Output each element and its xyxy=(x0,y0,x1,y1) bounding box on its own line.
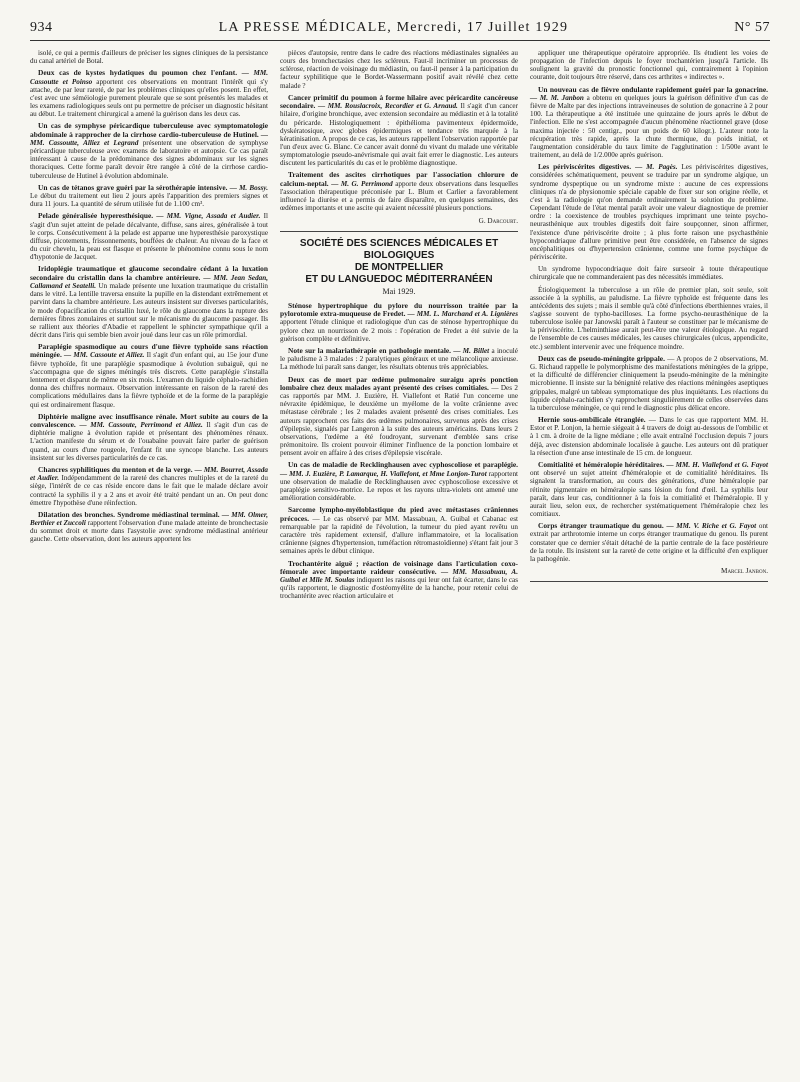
article-text: Il s'agit d'un cas de diphtérie maligne à évolution rapide et présentant des phénomènes rénaux. L'action manifeste du sérum et de l'ouabaïne pouvait faire parler de guérison quand, au cours d'une rougeole, l'enfant fit une syncope blanche. Les auteurs insistent sur les diverses particularités de ce cas. xyxy=(30,420,268,462)
article xyxy=(30,49,268,65)
article-text: appliquer une thérapeutique opératoire appropriée. Ils étudient les voies de propagation de l'infection depuis le foyer trochantérien jusqu'à l'article. Ils soulignent la gravité du pronostic fonctionnel qui, contrairement à l'opinion courante, doit toujours être réservé, dans ces arthrites « indirectes ». xyxy=(530,49,768,82)
article-title: Corps étranger traumatique du genou. xyxy=(538,521,664,531)
article-title: Un cas de symphyse péricardique tuberculeuse avec symptomatologie abdominale à rapprocher de la cirrhose cardio-tuberculeuse de Hutinel. xyxy=(30,121,268,139)
article-title: Un cas de tétanos grave guéri par la sérothérapie intensive. xyxy=(38,182,228,192)
article-paragraph xyxy=(530,522,768,563)
article-text: — A propos de 2 observations, M. G. Richaud rappelle le polymorphisme des manifestations méningées de la grippe, et la difficulté de différencier cliniquement la pseudo-méningite de la méningite microbienne. Il insiste sur la bénignité relative des réactions méningées aseptiques grippales, malgré un tableau symptomatique des plus inquiétants. Les réactions du liquide céphalo-rachidien s'y rapprochent singulièrement de celles observées dans la tuberculose méningée, ce qui rend le diagnostic plus délicat encore. xyxy=(530,354,768,412)
article xyxy=(30,343,268,409)
article-paragraph xyxy=(280,461,518,502)
column-middle xyxy=(280,49,518,605)
article-text: a inoculé le paludisme à 3 malades : 2 paralytiques généraux et une mélancolique anxieuse. La méthode lui paraît sans danger, les résultats obtenus très appréciables. xyxy=(280,346,518,372)
article-paragraph xyxy=(30,184,268,209)
article xyxy=(530,461,768,518)
article-title: Chancres syphilitiques du menton et de la verge. xyxy=(38,464,193,474)
article-text: isolé, ce qui a permis d'ailleurs de préciser les signes cliniques de la persistance du canal artériel de Botal. xyxy=(30,49,268,66)
article-title: Deux cas de mort par œdème pulmonaire suraigu après ponction lombaire chez deux malades ayant présenté des crises comitiales. xyxy=(280,374,518,392)
article-columns xyxy=(30,49,770,605)
article-title: Trochantérite aiguë ; réaction de voisinage dans l'articulation coxo-fémorale avec importante raideur consécutive. xyxy=(280,558,518,576)
article-paragraph xyxy=(530,286,768,351)
article-authors: — MM. L. Marchand et A. Lignières xyxy=(407,310,518,319)
article-paragraph xyxy=(30,413,268,462)
article-authors: — M. Pagès. xyxy=(635,163,678,172)
article-text: Les périviscérites digestives, considérées schématiquement, peuvent se traduire par un syndrome algique, un syndrome dyspeptique ou un syndrome mixte : aucune de ces expressions cliniques n'a de physionomie spéciale capable de fixer sur son origine réelle, et c'est à la radiologie qu'on demande ordinairement la solution du problème. Cependant l'étude de l'état mental paraît avoir une valeur diagnostique de premier ordre : la coexistence de troubles psychiques imprimant une teinte psycho-neurasthénique aux troubles digestifs doit faire soupçonner, sinon affirmer, l'existence d'une périviscérite droite ; à plus forte raison une psychasthénie hypocondriaque d'allure primitive peut être considérée, en l'absence de signes encéphalitiques ou d'hypertension crânienne, comme une forme psychique de périviscérite. xyxy=(530,163,768,262)
article-title: Dilatation des bronches. Syndrome médiastinal terminal. xyxy=(38,509,220,519)
article xyxy=(30,184,268,209)
article-text: — Le cas observé par MM. Massabuau, A. Guibal et Cabanac est remarquable par la rapidité de l'évolution, la tumeur du pied ayant revêtu un caractère très rapidement extensif, d'allure inflammatoire, et la localisation crânienne (signes d'hypertension, tuméfaction rétromastoïdienne) s'étant fait jour 3 semaines après le début clinique. xyxy=(280,514,518,556)
article xyxy=(30,122,268,179)
article-title: Pelade généralisée hyperesthésique. xyxy=(38,211,154,221)
article xyxy=(530,522,768,563)
article xyxy=(30,511,268,544)
article xyxy=(280,94,518,168)
article-authors: — M. M. Janbon xyxy=(530,93,584,102)
article-authors: — MM. Cassoute, Perrimond et Alliez. xyxy=(79,420,203,429)
article-text: apportent l'étude clinique et radiologique d'un cas de sténose hypertrophique du pylore chez un nourrisson de 2 mois : l'opération de Fredet a été suivie de la guérison complète et définitive. xyxy=(280,318,518,343)
article-text: — Des 2 cas rapportés par MM. J. Euzière, H. Viallefont et Ratié l'un concerne une névraxite épidémique, le deuxième un myélome de la voûte crânienne avec métastase cérébrale ; les 2 malades avaient présenté des crises comitiales. Les auteurs rapprochent ces faits des œdèmes pulmonaires, survenus après des crises d'épilepsie, signalés par Langeron à la suite des auteurs américains. Dans leurs 2 observations, l'œdème a été foudroyant, survenant d'emblée sans crise prémonitoire. Ils croient pouvoir éliminer l'influence de la ponction lombaire et pensent avoir en affaire à des crises d'épilepsie viscérale. xyxy=(280,383,518,458)
article-title: Un cas de maladie de Recklinghausen avec cyphoscoliose et paraplégie. xyxy=(288,460,518,470)
article xyxy=(280,302,518,343)
article-text: a obtenu en quelques jours la guérison définitive d'un cas de fièvre de Malte par des injections intraveineuses de solution de gonacrine à 2 pour 100. La thérapeutique a été instituée une quinzaine de jours après le début de l'infection. Elle ne s'est accompagnée d'aucun phénomène réactionnel grave (dose maxima injectée : 50 centigr., pour un poids de 60 kilogr.). L'auteur note la récupération très rapide, après la chute thermique, du poids initial, et l'augmentation considérable du taux limite de l'agglutination : 1/500e avant le traitement, au delà de 1/2.000e après guérison. xyxy=(530,93,768,160)
article xyxy=(530,49,768,82)
article-authors: — MM. Bourret, Assada et Audier. xyxy=(30,465,269,483)
article-title: Deux cas de pseudo-méningite grippale. xyxy=(538,353,665,363)
article-authors: — MM. Vigne, Assada et Audier. xyxy=(156,212,261,221)
section-divider xyxy=(280,231,518,232)
article-paragraph xyxy=(30,343,268,409)
article-text: indiquent les raisons qui leur ont fait écarter, dans le cas qu'ils rapportent, le diagnostic d'ostéomyélite de la hanche, pour retenir celui de trochantérite avec réaction articulaire et xyxy=(280,576,519,601)
article-text: Il s'agit d'un cancer hilaire, d'origine bronchique, avec extension secondaire au médiastin et à la totalité du péricarde. Histologiquement : épithélioma pavimenteux épidermoïde, dyskératosique, avec globes épidermiques et tendance très marquée à la kératinisation. A propos de ce cas, les auteurs rappellent l'observation rapportée par l'un d'eux avec G. Blanc. Ce cancer avait donné du vivant du malade une véritable symptomatologie pseudo-anévrismale qui avait fait errer le diagnostic. Les auteurs discutent les particularités du cas et le problème diagnostique. xyxy=(280,102,518,168)
article-text: ont extrait par arthrotomie interne un corps étranger traumatique du genou. Ils purent constater que ce dernier s'était détaché de la partie centrale de la face postérieure de la rotule. Ils insistent sur la rareté de cette origine et la difficulté d'en expliquer la pathogénie. xyxy=(530,522,768,563)
article xyxy=(30,466,268,507)
article-paragraph xyxy=(280,560,518,601)
article-title: Cancer primitif du poumon à forme hilaire avec péricardite cancéreuse secondaire. xyxy=(280,92,518,111)
article-text: Il s'agit d'un enfant qui, au 15e jour d'une fièvre typhoïde, fit une paraplégie spasmodique à évolution subaiguë, qui ne s'accompagna que de signes méningés très discrets. Cette paraplégie s'installa lentement et disparut de même en six mois. L'examen du liquide céphalo-rachidien donna des chiffres normaux. Observation intéressante en raison de la rareté des complications médullaires dans la fièvre typhoïde et de la forme de la paraplégie qui est ordinairement flasque. xyxy=(30,351,268,409)
meeting-date: Mai 1929. xyxy=(382,286,416,296)
society-heading-line: SOCIÉTÉ DES SCIENCES MÉDICALES ET BIOLOGIQUES xyxy=(299,237,499,261)
article-paragraph xyxy=(530,86,768,160)
article-paragraph xyxy=(280,376,518,458)
article-title: Diphtérie maligne avec insuffisance rénale. Mort subite au cours de la convalescence. xyxy=(30,411,268,429)
article-text: rapportent l'observation d'une malade atteinte de bronchectasie du sommet droit et morte dans l'asystolie avec syndrome médiastinal antérieur gauche. Cette observation, dont les auteurs apportent les xyxy=(30,519,268,544)
page-header xyxy=(30,20,770,41)
society-heading-line: ET DU LANGUEDOC MÉDITERRANÉEN xyxy=(305,273,493,285)
article-paragraph xyxy=(30,511,268,544)
article-paragraph xyxy=(30,69,268,118)
article-title: Les périviscérites digestives. xyxy=(538,162,632,172)
society-heading-line: DE MONTPELLIER xyxy=(354,261,444,273)
article-text: apportent ces observations en montrant l'intérêt qui s'y attache, de par leur rareté, de par les problèmes cliniques qu'elles posent. En effet, c'est avec une séméiologie purement pleurale que se sont présentés les malades et les examens radiologiques seuls ont pu permettre de préciser un diagnostic hésitant au début. Le traitement chirurgical a amené la guérison dans les deux cas. xyxy=(30,77,268,119)
article-authors: — MM. Massabuau, A. Guibal et Mlle M. Soulas xyxy=(280,567,518,585)
article xyxy=(530,86,768,160)
article xyxy=(280,461,518,502)
article-authors: — MM. Cassoute et Alliez. xyxy=(64,351,145,360)
issue-number: N° 57 xyxy=(734,20,770,35)
signature: Marcel Janbon. xyxy=(721,567,768,576)
article-paragraph xyxy=(30,466,268,507)
article-paragraph xyxy=(280,347,518,372)
article-paragraph xyxy=(30,212,268,261)
article xyxy=(530,416,768,457)
article-authors: — MM. Jean Sedan, Callamand et Seatelli. xyxy=(30,273,268,291)
article-paragraph xyxy=(30,49,268,65)
article-title: Paraplégie spasmodique au cours d'une fièvre typhoïde sans réaction méningée. xyxy=(30,342,268,360)
article-text: — Dans le cas que rapportent MM. H. Estor et P. Lonjon, la hernie siégeait à 4 travers de doigt au-dessous de l'ombilic et à 1 cm. à droite de la ligne médiane ; elle avait entraîné l'occlusion depuis 7 jours déjà, avec distension abdominale localisée à gauche. Les auteurs ont dû pratiquer la résection d'une anse intestinale de 15 cm. de longueur. xyxy=(530,415,768,457)
article xyxy=(530,163,768,261)
article-title: Sarcome lympho-myéloblastique du pied avec métastases crâniennes précoces. xyxy=(280,505,518,523)
article-text: apporte deux observations dans lesquelles l'association thérapeutique préconisée par L. Blum et Carlier a favorablement influencé la diurèse et a permis de faire disparaître, en quelques semaines, des œdèmes importants et une ascite qui avaient nécessité plusieurs ponctions. xyxy=(280,179,518,213)
article xyxy=(530,265,768,281)
article-paragraph xyxy=(530,355,768,412)
article-paragraph xyxy=(530,416,768,457)
article-paragraph xyxy=(280,171,518,212)
article-authors: — MM. Olmer, Berthier et Zuccoli xyxy=(30,510,268,528)
article-authors: — MM. J. Euzière, P. Lamarque, H. Viallefont, et Mme Lonjon-Turot xyxy=(280,469,487,478)
article xyxy=(280,49,518,90)
article-authors: — M. G. Perrimond xyxy=(331,179,393,188)
page-number: 934 xyxy=(30,20,53,35)
article-title: Iridoplégie traumatique et glaucome secondaire cédant à la luxation secondaire du cristallin dans la chambre antérieure. xyxy=(30,264,268,282)
article-authors: — MM. H. Viallefond et G. Fayot xyxy=(666,460,768,469)
article-text: Il s'agit d'un sujet atteint de pelade décalvante, diffuse, sans aires, généralisée à tout le corps. Consécutivement à la pelade est apparue une hyperesthésie paroxystique diffuse, picotements, frissonnements, bouffées de chaleur. Au niveau de la face et du cuir chevelu, la peau est flasque et présente le phénomène connu sous le nom d'hypotonie de Jacquet. xyxy=(30,212,268,262)
article-title: Hernie sous-ombilicale étranglée. xyxy=(538,414,646,424)
article-title: Deux cas de kystes hydatiques du poumon chez l'enfant. xyxy=(38,68,238,78)
article-paragraph xyxy=(280,94,518,168)
article-paragraph xyxy=(530,163,768,261)
article-text: Un malade présente une luxation traumatique du cristallin dans le vitré. La lentille traversa ensuite la pupille en la distendant extrêmement et parvint dans la chambre antérieure. Les auteurs insistent sur diverses particularités, le mode d'opacification du cristallin luxé, le rôle du glaucome dans la rupture des dernières fibres zonulaires et surtout sur le mécanisme du glaucome passager. Ils se rallient aux théories d'Abadie et rappellent le sphincter sympathique qu'il a décrit dans l'iris qui semble bien avoir joué dans leur cas un rôle primordial. xyxy=(30,282,268,339)
article xyxy=(530,286,768,351)
column-left xyxy=(30,49,268,605)
article-text: rapportent une observation de maladie de Recklinghausen avec cyphoscoliose excessive et paraplégie sensitivo-motrice. Le repos et les rayons ultra-violets ont amené une amélioration considérable. xyxy=(280,469,518,503)
article xyxy=(30,212,268,261)
article-paragraph xyxy=(530,461,768,518)
article xyxy=(280,560,518,601)
article-text: Le début du traitement eut lieu 2 jours après l'apparition des premiers signes et dura 11 jours. La quantité de sérum utilisée fut de 1.100 cm³. xyxy=(30,192,268,209)
article-text: pièces d'autopsie, rentre dans le cadre des réactions médiastinales signalées au cours des bronchectasies chez les scléreux. Faut-il incriminer un processus de sclérose, réaction de voisinage du médiastin, ou faut-il penser à la participation du facteur syphilitique que le Bordet-Wassermann positif avait révélé chez cette malade ? xyxy=(280,49,518,90)
article-title: Note sur la malariathérapie en pathologie mentale. xyxy=(288,345,451,355)
society-heading xyxy=(280,238,518,286)
article-text: Un syndrome hypocondriaque doit faire surseoir à toute thérapeutique chirurgicale que ne commanderaient pas des nécessités immédiates. xyxy=(530,265,768,282)
article xyxy=(280,506,518,555)
article-paragraph xyxy=(530,265,768,281)
article-paragraph xyxy=(280,506,518,555)
article xyxy=(530,355,768,412)
article-paragraph xyxy=(280,49,518,90)
article-text: Étiologiquement la tuberculose a un rôle de premier plan, soit seule, soit associée à la syphilis, au paludisme. La fièvre typhoïde est fréquente dans les antécédents des sujets ; mais il semble qu'à côté d'infections éberthiennes vraies, il s'agisse souvent de typho-bacilloses. La forme psycho-neurasthénique de la tuberculose isolée par Janowski paraît à l'auteur se constituer par le mécanisme de la périviscérite. L'helminthiase aurait peut-être une valeur étiologique. Au regard de l'ensemble de ces causes médicales, les causes chirurgicales (ulcus, appendicite, etc.) semblent intervenir avec une fréquence moindre. xyxy=(530,285,768,351)
article-authors: — M. Billet xyxy=(453,346,490,355)
article-paragraph xyxy=(530,49,768,82)
article-title: Un nouveau cas de fièvre ondulante rapidement guéri par la gonacrine. xyxy=(538,84,768,94)
signature: G. Darcourt. xyxy=(478,216,518,225)
article-paragraph xyxy=(280,302,518,343)
article-text: Indépendamment de la rareté des chancres multiples et de la rareté du siège, l'intérêt de ce cas réside encore dans le fait que le malade déclare avoir contracté la syphilis il y a 2 ans et avoir été traité pendant un an. On peut donc émettre l'hypothèse d'une réinfection. xyxy=(30,474,268,507)
article xyxy=(30,413,268,462)
article-text: présentent une observation de symphyse péricardique tuberculeuse avec examens de laboratoire et autopsie. Ce cas paraît intéressant à cause de la prédominance des signes abdominaux sur les signes thoraciques. Cette forme paraît devoir être rangée à côté de la cirrhose cardio-tuberculeuse de Hutinel à évolution abdominale. xyxy=(30,138,268,180)
article-authors: — MM. Rouslacroix, Recordier et G. Arnaud. xyxy=(317,102,458,111)
article-authors: — MM. Cassoutte, Alliez et Legrand xyxy=(30,130,268,147)
article-text: ont observé un sujet atteint d'héméralopie et de comitialité héréditaires. Ils signalent la transformation, au cours des générations, d'une héméralopie par rétinite pigmentaire en héméralopie sans lésion du fond d'œil. La syphilis leur paraît, dans leur cas, conditionner à la fois la comitialité et l'héméralopie. Il y aurait lieu, selon eux, de rechercher systématiquement l'héméralopie chez les comitiaux. xyxy=(530,469,768,518)
article-title: Traitement des ascites cirrhotiques par l'association chlorure de calcium-neptal. xyxy=(280,170,518,188)
article xyxy=(280,171,518,212)
article xyxy=(280,376,518,458)
article-title: Comitialité et héméralopie héréditaires. xyxy=(538,459,665,469)
article xyxy=(30,69,268,118)
column-right xyxy=(530,49,768,605)
article-authors: — MM. Cassoutte et Poinso xyxy=(30,69,268,86)
section-divider xyxy=(530,581,768,582)
article-title: Sténose hypertrophique du pylore du nourrisson traitée par la pylorotomie extra-muqueuse de Fredet. xyxy=(280,300,518,319)
journal-title: LA PRESSE MÉDICALE, Mercredi, 17 Juillet 1929 xyxy=(218,20,569,35)
article-paragraph xyxy=(30,265,268,339)
article-authors: — M. Bossy. xyxy=(229,183,268,192)
article-paragraph xyxy=(30,122,268,179)
article-authors: — MM. V. Riche et G. Fayot xyxy=(666,522,757,531)
article xyxy=(280,347,518,372)
article xyxy=(30,265,268,339)
